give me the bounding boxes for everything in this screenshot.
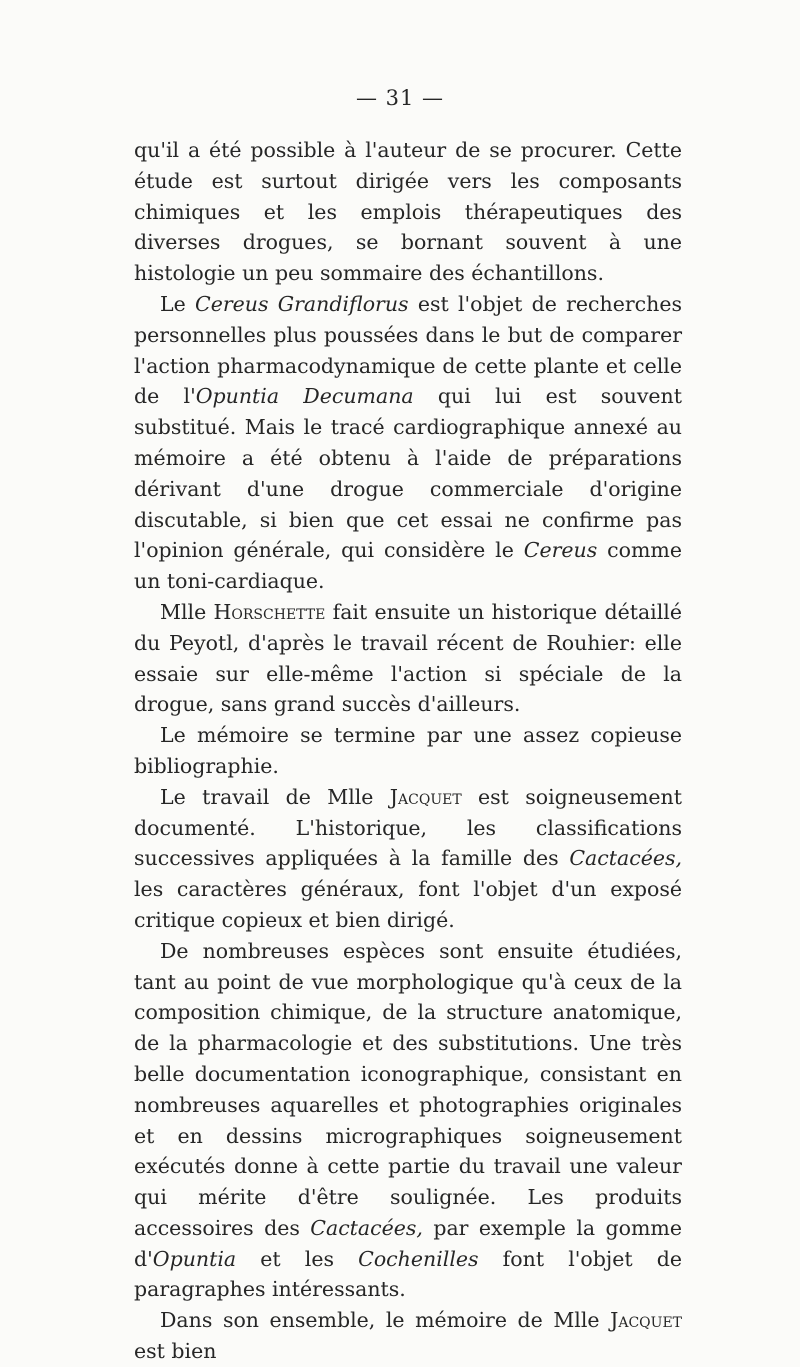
paragraph-2-text-g: comme un toni-cardiaque.: [134, 538, 682, 594]
paragraph-2: [134, 289, 682, 597]
paragraph-4-text: Le mémoire se termine par une assez copieuse bibliographie.: [134, 723, 682, 778]
paragraph-1-text: qu'il a été possible à l'auteur de se procurer. Cette étude est surtout dirigée vers les composants chimiques et les emplois thérapeutiques des diverses drogues, se bornant souvent à une histologie un peu sommaire des échantillons.: [134, 138, 682, 286]
cactacees-term: Cactacées,: [569, 846, 682, 871]
paragraph-2-text-e: qui lui est souvent substitué. Mais le tracé cardiographique annexé au mémoire a été obtenu à l'aide de préparations dérivant d'une drogue commerciale d'origine discutable, si bien que cet essai ne confirme pas l'opinion générale, qui considère le: [134, 384, 682, 563]
paragraph-4: [134, 720, 682, 782]
cochenilles-term: Cochenilles: [358, 1246, 479, 1271]
paragraph-6-text-g: font l'objet de paragraphes intéressants.: [134, 1246, 682, 1302]
opuntia-decumana-term: Opuntia Decumana: [195, 384, 414, 409]
cactacees-term-2: Cactacées,: [310, 1215, 423, 1240]
page-number: — 31 —: [355, 86, 445, 110]
cereus-grandiflorus-term: Cereus Grandiflorus: [195, 291, 409, 316]
paragraph-6-text-c: par exemple la gomme d': [134, 1215, 682, 1271]
paragraph-7: [134, 1305, 682, 1367]
paragraph-3-text-c: fait ensuite un historique détaillé du Peyotl, d'après le travail récent de Rouhier: elle essaie sur elle-même l'action si spéciale de la drogue, sans grand succès d'ailleurs.: [134, 599, 682, 717]
opuntia-term: Opuntia: [152, 1246, 237, 1271]
author-name-jacquet: Jacquet: [389, 784, 462, 809]
body-text: [134, 135, 682, 1367]
paragraph-1: [134, 135, 682, 289]
paragraph-5-text-e: les caractères généraux, font l'objet d'un exposé critique copieux et bien dirigé.: [134, 877, 682, 932]
author-name-jacquet-2: Jacquet: [610, 1308, 682, 1333]
paragraph-5-text-c: est soigneusement documenté. L'historique, les classifications successives appliquées à la famille des: [134, 784, 682, 871]
paragraph-3: [134, 597, 682, 720]
paragraph-5: [134, 782, 682, 936]
cereus-term: Cereus: [523, 538, 598, 563]
paragraph-3-text-a: Mlle: [160, 599, 214, 624]
paragraph-6: [134, 936, 682, 1306]
paragraph-6-text-e: et les: [236, 1246, 359, 1271]
paragraph-2-text-a: Le: [160, 291, 196, 316]
author-name-horschette: Horschette: [213, 599, 326, 624]
paragraph-2-text-c: est l'objet de recherches personnelles plus poussées dans le but de comparer l'action pharmacodynamique de cette plante et celle de l': [134, 291, 682, 409]
paragraph-6-text-a: De nombreuses espèces sont ensuite étudiées, tant au point de vue morphologique qu'à ceux de la composition chimique, de la structure anatomique, de la pharmacologie et des substitutions. Une très belle documentation iconographique, consistant en nombreuses aquarelles et photographies originales et en dessins micrographiques soigneusement exécutés donne à cette partie du travail une valeur qui mérite d'être soulignée. Les produits accessoires des: [134, 938, 682, 1240]
paragraph-7-text-c: est bien: [134, 1339, 217, 1364]
paragraph-7-text-a: Dans son ensemble, le mémoire de Mlle: [160, 1308, 611, 1333]
paragraph-5-text-a: Le travail de Mlle: [160, 784, 390, 809]
